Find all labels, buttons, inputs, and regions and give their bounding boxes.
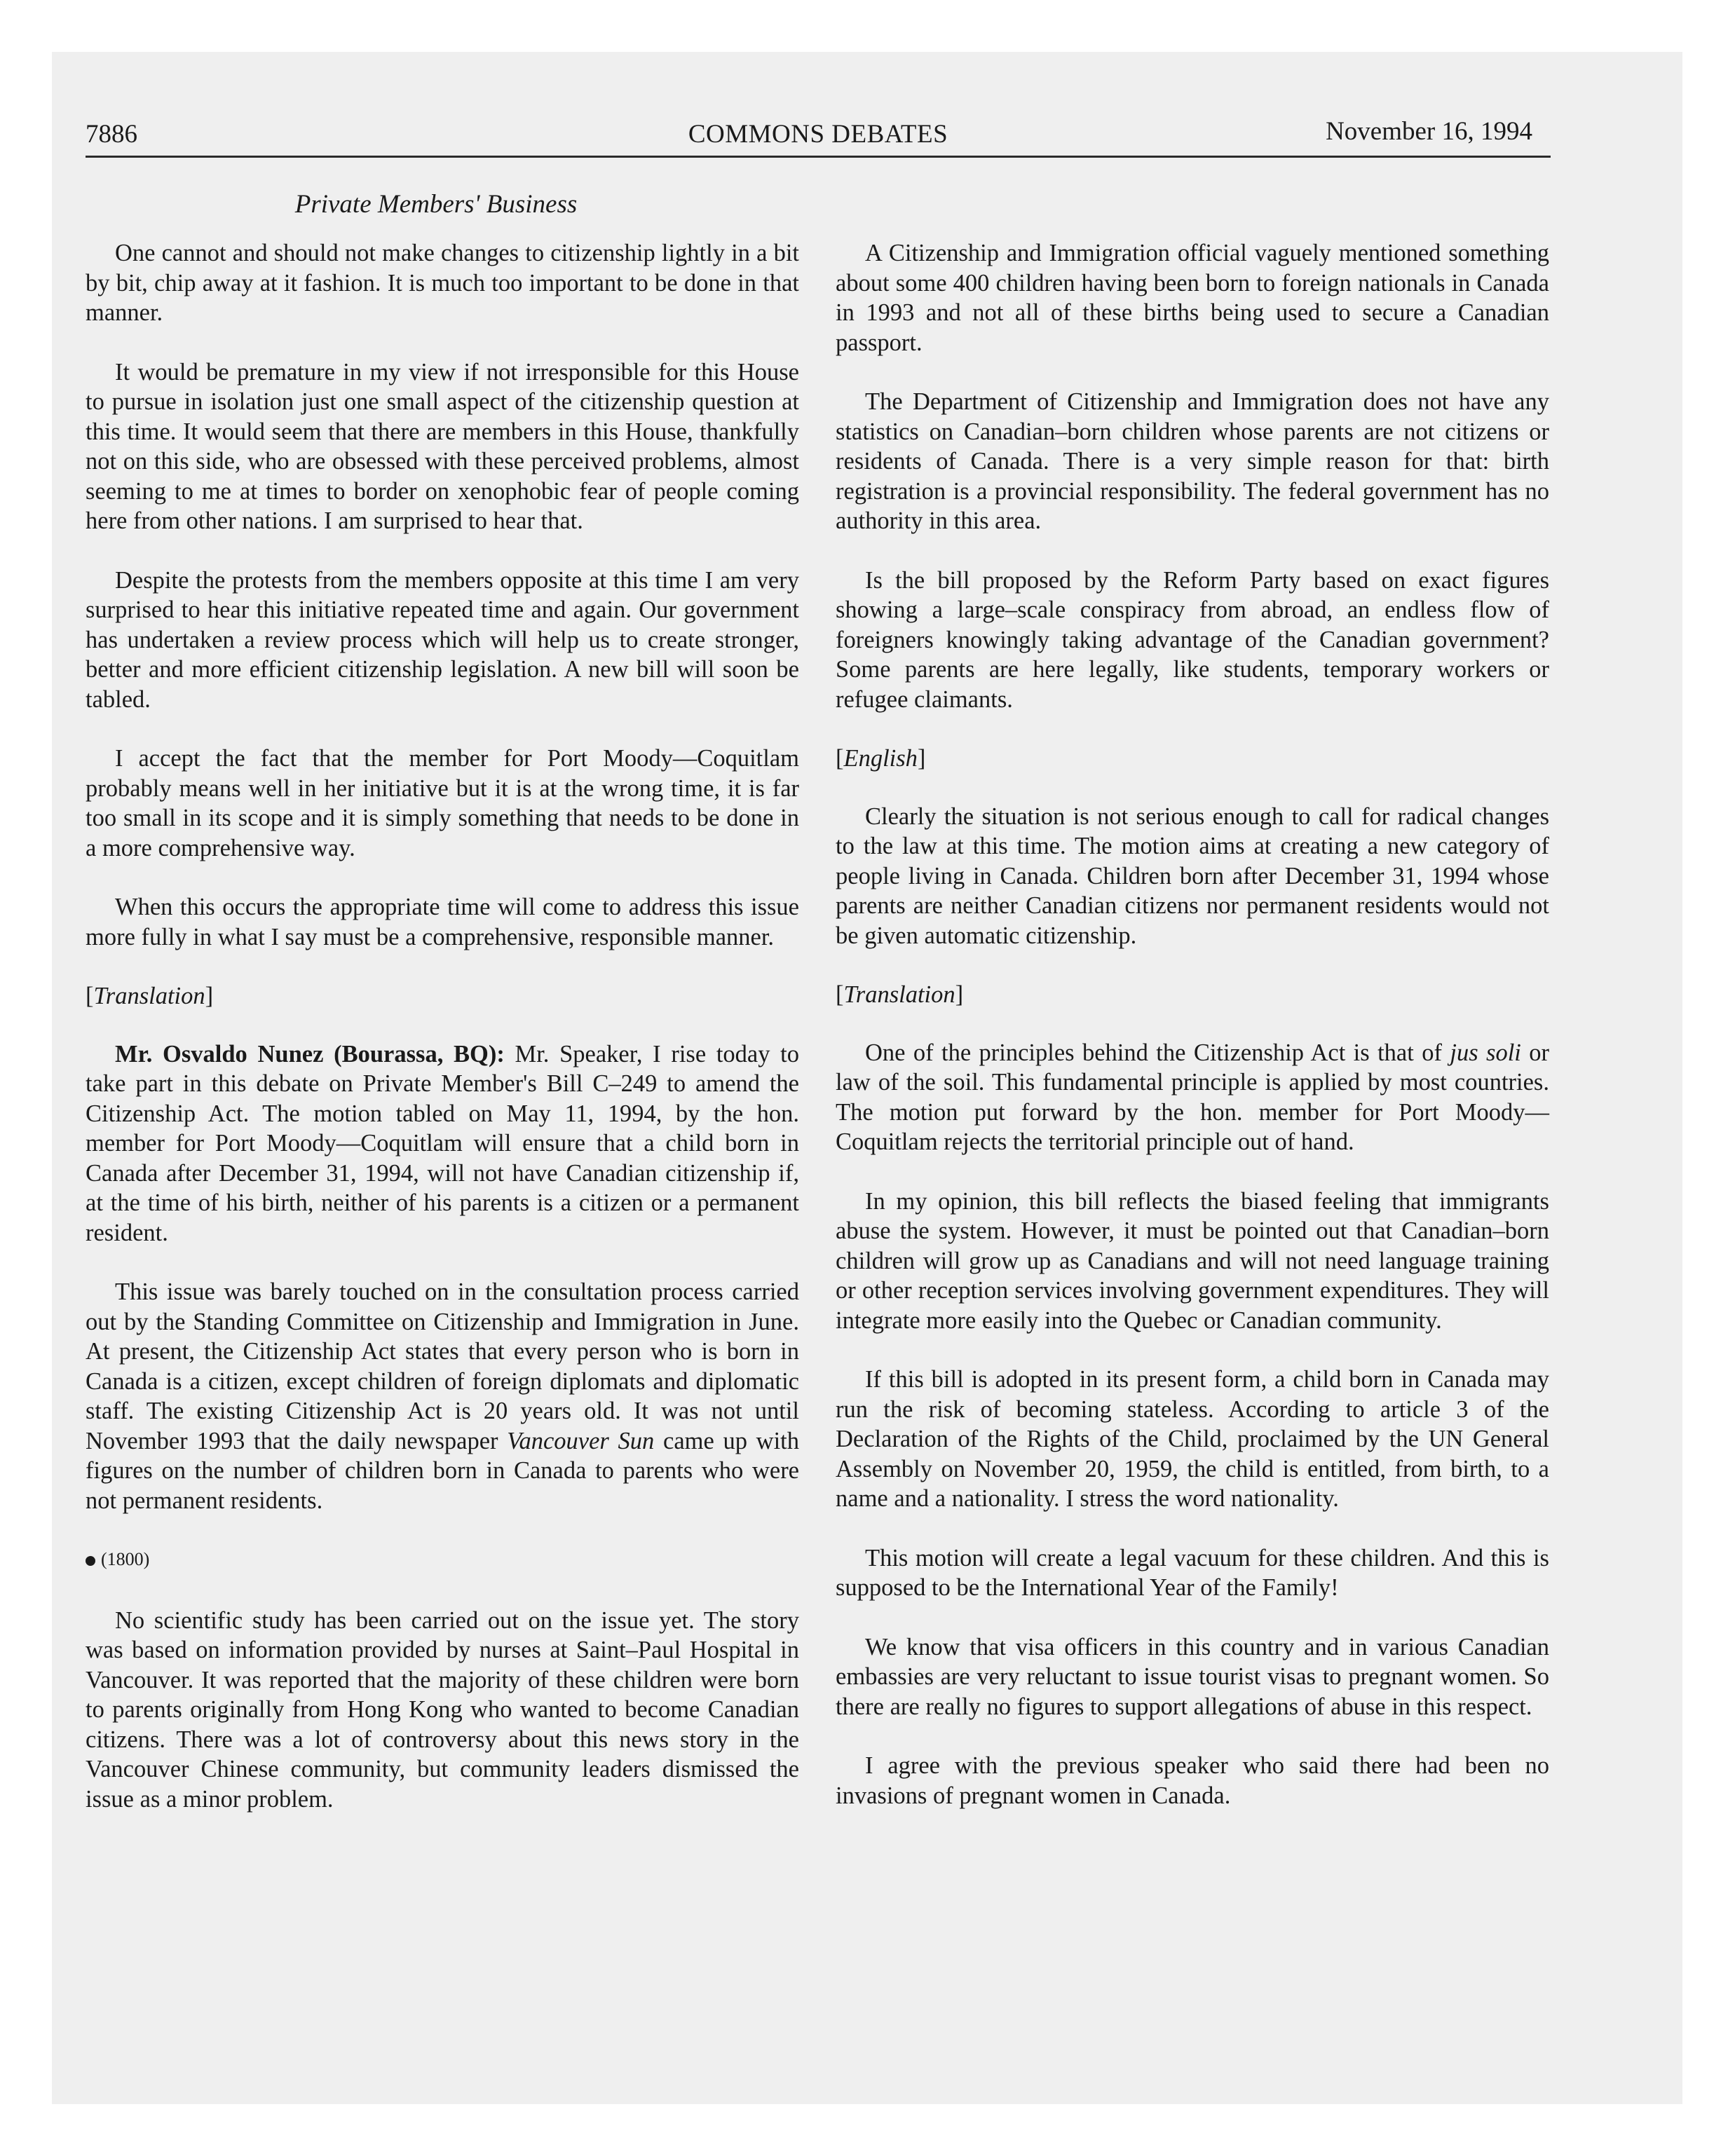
paragraph: A Citizenship and Immigration official vaguely mentioned something about some 400 children having been born to foreign nationals in Canada in 1993 and not all of these births being used to secure a Canadian passport. [836,240,1549,356]
english-label-text: English [843,745,918,772]
publication-date: November 16, 1994 [1326,117,1532,146]
paragraph: I agree with the previous speaker who said there had been no invasions of pregnant women in Canada. [836,1752,1549,1809]
paragraph-text: This issue was barely touched on in the consultation process carried out by the Standing Committee on Citizenship and Immigration in June. At present, the Citizenship Act states that every person who is born in Canada is a citizen, except children of foreign diplomats and diplomatic staff. The existing Citizenship Act is 20 years old. It was not until November 1993 that the daily newspaper [86,1278,799,1454]
time-marker [86,1545,799,1575]
paragraph-text: or law of the soil. This fundamental principle is applied by most countries. The motion put forward by the hon. member for Port Moody—Coquitlam rejects the territorial principle out of hand. [836,1039,1550,1155]
publication-title: COMMONS DEBATES [688,120,948,149]
speaker-name: Mr. Osvaldo Nunez (Bourassa, BQ): [115,1040,505,1067]
latin-term: jus soli [1450,1039,1521,1066]
paragraph: When this occurs the appropriate time will come to address this issue more fully in what I say must be a comprehensive, responsible manner. [86,894,799,950]
paragraph: If this bill is adopted in its present form, a child born in Canada may run the risk of becoming stateless. According to article 3 of the Declaration of the Rights of the Child, proclaimed by the UN General Assembly on November 20, 1959, the child is entitled, from birth, to a name and a nationality. I stress the word nationality. [836,1366,1549,1512]
right-column [836,238,1549,1840]
page-number: 7886 [86,120,137,149]
left-column [86,238,799,1843]
paragraph: Clearly the situation is not serious enough to call for radical changes to the law at this time. The motion aims at creating a new category of people living in Canada. Children born after December 31, 1994 whose parents are neither Canadian citizens nor permanent residents would not be given automatic citizenship. [836,803,1549,949]
speaker-paragraph [86,1039,799,1248]
english-label: [English] [836,745,926,772]
paragraph: No scientific study has been carried out on the issue yet. The story was based on information provided by nurses at Saint–Paul Hospital in Vancouver. It was reported that the majority of these children were born to parents originally from Hong Kong who wanted to become Canadian citizens. There was a lot of controversy about this news story in the Vancouver Chinese community, but community leaders dismissed the issue as a minor problem. [86,1606,799,1813]
paragraph: In my opinion, this bill reflects the biased feeling that immigrants abuse the system. However, it must be pointed out that Canadian–born children will grow up as Canadians and will not need language training or other reception services involving government expenditures. They will integrate more easily into the Quebec or Canadian community. [836,1187,1549,1334]
time-marker-text: (1800) [101,1549,150,1569]
translation-label: [Translation] [86,983,214,1009]
newspaper-name: Vancouver Sun [507,1427,655,1454]
paragraph-text: One of the principles behind the Citizenship Act is that of [865,1039,1442,1066]
paragraph: It would be premature in my view if not irresponsible for this House to pursue in isolation just one small aspect of the citizenship question at this time. It would seem that there are members in this House, thankfully not on this side, who are obsessed with these perceived problems, almost seeming to me at times to border on xenophobic fear of people coming here from other nations. I am surprised to hear that. [86,358,799,534]
paragraph [836,1038,1549,1157]
paragraph-text: came up with figures on the number of children born in Canada to parents who were not permanent residents. [86,1427,800,1514]
paragraph: The Department of Citizenship and Immigration does not have any statistics on Canadian–born children whose parents are not citizens or residents of Canada. There is a very simple reason for that: birth registration is a provincial responsibility. The federal government has no authority in this area. [836,388,1549,534]
paragraph: We know that visa officers in this country and in various Canadian embassies are very reluctant to issue tourist visas to pregnant women. So there are really no figures to support allegations of abuse in this respect. [836,1633,1549,1720]
paragraph: One cannot and should not make changes to citizenship lightly in a bit by bit, chip away at it fashion. It is much too important to be done in that manner. [86,240,799,326]
translation-label-text: Translation [93,983,205,1009]
paragraph [86,1277,799,1515]
speech-text: Mr. Speaker, I rise today to take part in this debate on Private Member's Bill C–249 to amend the Citizenship Act. The motion tabled on May 11, 1994, by the hon. member for Port Moody—Coquitlam will ensure that a child born in Canada after December 31, 1994, will not have Canadian citizenship if, at the time of his birth, neither of his parents is a citizen or a permanent resident. [86,1040,799,1246]
paragraph: Despite the protests from the members opposite at this time I am very surprised to hear this initiative repeated time and again. Our government has undertaken a review process which will help us to create stronger, better and more efficient citizenship legislation. A new bill will soon be tabled. [86,566,799,713]
bullet-icon [86,1556,95,1566]
paragraph: Is the bill proposed by the Reform Party based on exact figures showing a large–scale conspiracy from abroad, an endless flow of foreigners knowingly taking advantage of the Canadian government? Some parents are here legally, like students, temporary workers or refugee claimants. [836,566,1549,713]
paragraph: This motion will create a legal vacuum for these children. And this is supposed to be the International Year of the Family! [836,1544,1549,1601]
section-heading: Private Members' Business [294,190,578,219]
translation-label-text: Translation [843,981,955,1008]
translation-label: [Translation] [836,981,964,1008]
paragraph: I accept the fact that the member for Port Moody—Coquitlam probably means well in her initiative but it is at the wrong time, it is far too small in its scope and it is simply something that needs to be done in a more comprehensive way. [86,745,799,861]
page-header [86,116,1551,158]
